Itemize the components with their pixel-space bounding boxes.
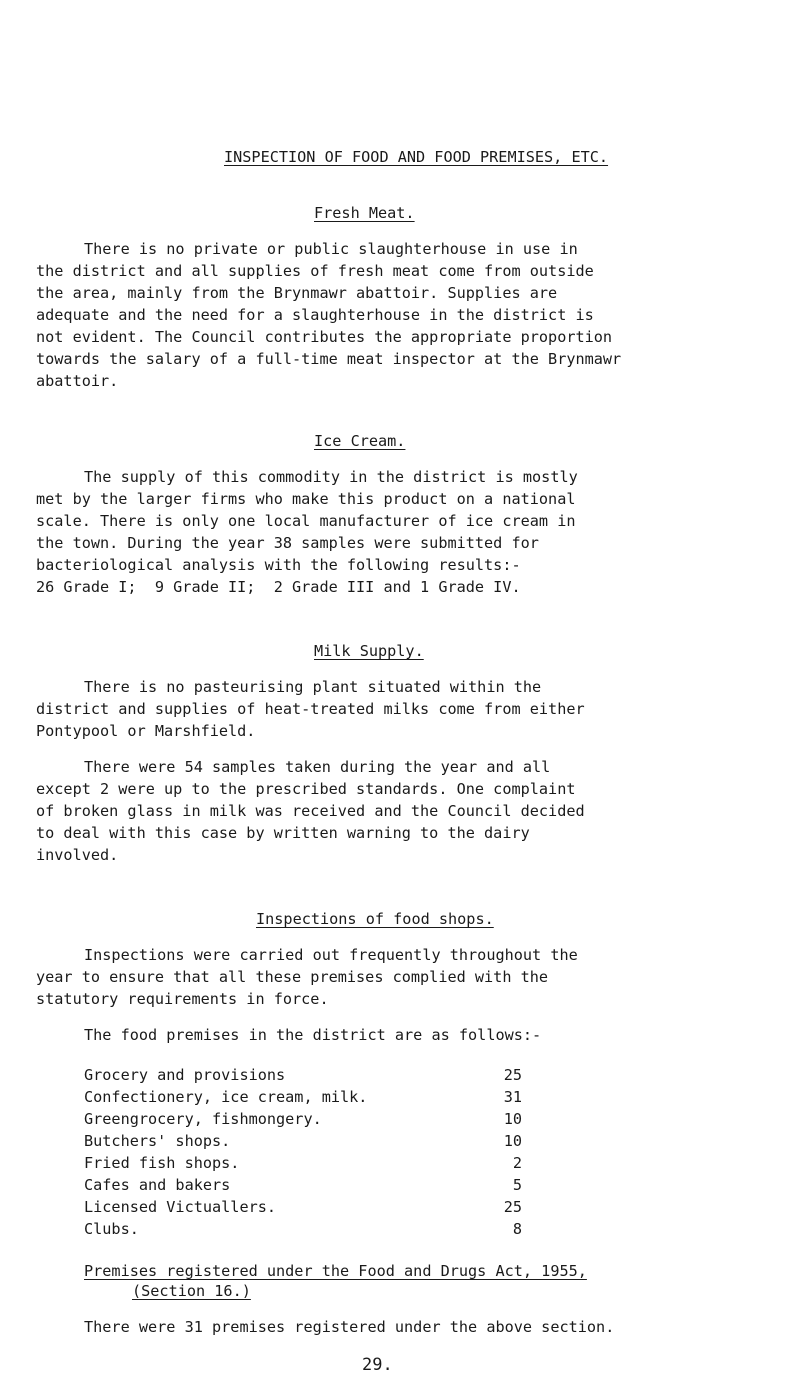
premises-label: Greengrocery, fishmongery. (84, 1110, 322, 1128)
text-line: the area, mainly from the Brynmawr abattoir. Supplies are (36, 284, 558, 302)
food-shops-paragraph-2: The food premises in the district are as follows:- (84, 1026, 542, 1044)
premises-count: 2 (512, 1154, 522, 1172)
text-line: towards the salary of a full-time meat inspector at the Brynmawr (36, 350, 622, 368)
premises-label: Confectionery, ice cream, milk. (84, 1088, 368, 1106)
text-line: adequate and the need for a slaughterhouse in the district is (36, 306, 594, 324)
text-line: year to ensure that all these premises complied with the (36, 968, 549, 986)
text-line: abattoir. (36, 372, 119, 390)
premises-label: Grocery and provisions (84, 1066, 286, 1084)
premises-count: 25 (503, 1066, 522, 1084)
text-line: scale. There is only one local manufacturer of ice cream in (36, 512, 576, 530)
text-line: The supply of this commodity in the district is mostly (84, 468, 578, 486)
premises-count: 10 (503, 1132, 522, 1150)
premises-count: 8 (512, 1220, 522, 1238)
text-line: Inspections were carried out frequently throughout the (84, 946, 578, 964)
text-line: to deal with this case by written warning to the dairy (36, 824, 530, 842)
food-shops-heading: Inspections of food shops. (256, 910, 494, 928)
milk-supply-heading: Milk Supply. (314, 642, 424, 660)
text-line: of broken glass in milk was received and the Council decided (36, 802, 585, 820)
text-line: 26 Grade I; 9 Grade II; 2 Grade III and 1 Grade IV. (36, 578, 521, 596)
registered-subheading: (Section 16.) (132, 1282, 251, 1300)
premises-count: 25 (503, 1198, 522, 1216)
text-line: There is no private or public slaughterhouse in use in (84, 240, 578, 258)
premises-count: 31 (503, 1088, 522, 1106)
text-line: There were 54 samples taken during the year and all (84, 758, 551, 776)
premises-label: Clubs. (84, 1220, 139, 1238)
text-line: district and supplies of heat-treated milks come from either (36, 700, 585, 718)
text-line: the town. During the year 38 samples were submitted for (36, 534, 539, 552)
text-line: involved. (36, 846, 119, 864)
text-line: except 2 were up to the prescribed standards. One complaint (36, 780, 576, 798)
premises-label: Fried fish shops. (84, 1154, 240, 1172)
premises-label: Cafes and bakers (84, 1176, 231, 1194)
page-title: INSPECTION OF FOOD AND FOOD PREMISES, ETC. (224, 148, 609, 166)
premises-count: 5 (512, 1176, 522, 1194)
premises-count: 10 (503, 1110, 522, 1128)
text-line: not evident. The Council contributes the appropriate proportion (36, 328, 613, 346)
text-line: met by the larger firms who make this product on a national (36, 490, 576, 508)
premises-label: Licensed Victuallers. (84, 1198, 277, 1216)
text-line: There is no pasteurising plant situated within the (84, 678, 542, 696)
text-line: statutory requirements in force. (36, 990, 329, 1008)
ice-cream-heading: Ice Cream. (314, 432, 406, 450)
registered-paragraph: There were 31 premises registered under the above section. (84, 1318, 615, 1336)
fresh-meat-heading: Fresh Meat. (314, 204, 415, 222)
text-line: bacteriological analysis with the following results:- (36, 556, 521, 574)
page-number: 29. (362, 1355, 393, 1375)
registered-heading: Premises registered under the Food and Drugs Act, 1955, (84, 1262, 587, 1280)
premises-label: Butchers' shops. (84, 1132, 231, 1150)
text-line: Pontypool or Marshfield. (36, 722, 256, 740)
text-line: the district and all supplies of fresh meat come from outside (36, 262, 594, 280)
